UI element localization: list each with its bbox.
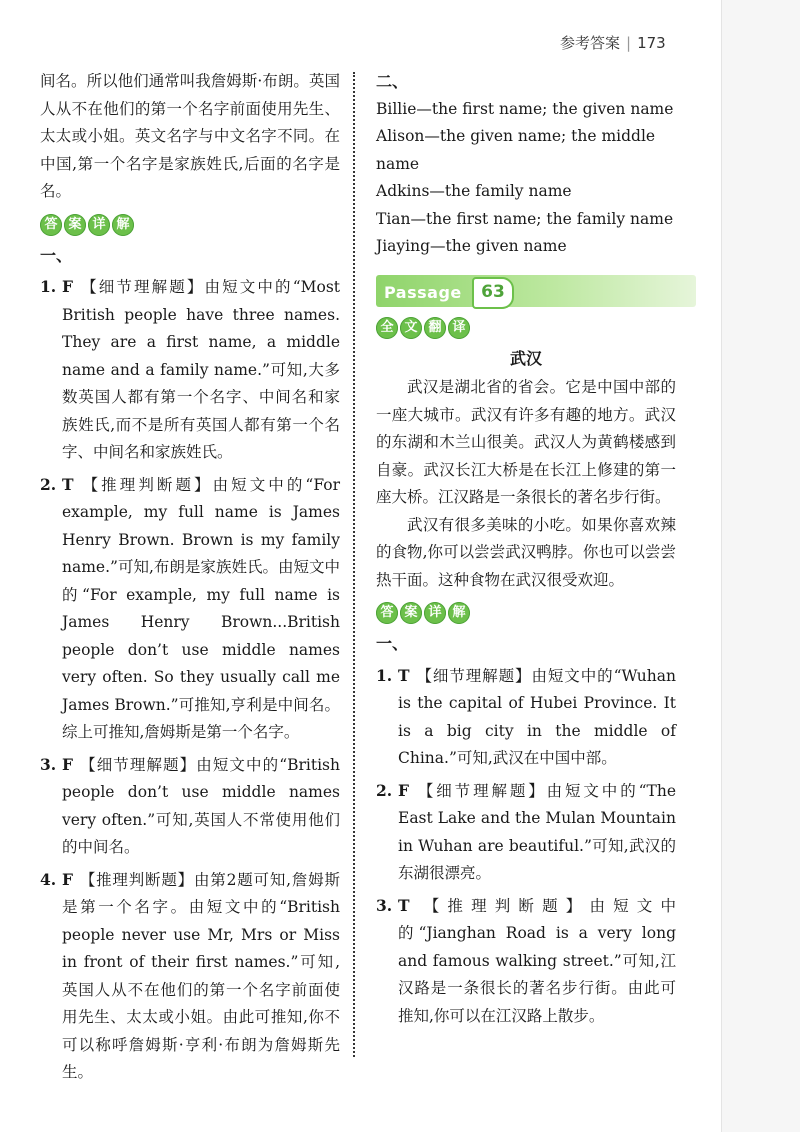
badge-char: 解 [448,602,470,624]
answer-item [40,273,340,467]
section-label: 一、 [376,634,409,653]
column-divider [353,72,355,1057]
item-text: 【推理判断题】由第2题可知,詹姆斯是第一个名字。由短文中的“British people never use Mr, Mrs or Miss in front of their first names.”可知,英国人从不在他们的第一个名字前面使用先生、太太或小姐。由此可推知,你不可以称呼詹姆斯·亨利·布朗为詹姆斯先生。 [62,870,340,1081]
item-answer: F [62,277,74,296]
intro-paragraph: 间名。所以他们通常叫我詹姆斯·布朗。英国人从不在他们的第一个名字前面使用先生、太太或小姐。英文名字与中文名字不同。在中国,第一个名字是家族姓氏,后面的名字是名。 [40,72,340,200]
item-answer: T [62,474,74,494]
item-number: 3. [40,754,57,774]
item-number: 1. [376,665,393,685]
section-label: 二、 [376,72,409,91]
item-number: 3. [376,895,393,915]
badge-char: 详 [88,214,110,236]
passage-number: 63 [472,277,514,309]
answer-item [40,866,340,1087]
name-line: Billie—the first name; the given name [376,99,674,118]
item-text: 【细节理解题】由短文中的“The East Lake and the Mulan Mountain in Wuhan are beautiful.”可知,武汉的东湖很漂亮。 [398,781,676,882]
passage-title: 武汉 [509,348,542,368]
page-number: 173 [637,34,666,52]
section-label: 一、 [40,245,73,265]
answer-explanation-badge [376,602,676,624]
item-text: 【细节理解题】由短文中的“British people don’t use middle names very often.”可知,英国人不常使用他们的中间名。 [62,755,340,856]
badge-char: 答 [376,602,398,624]
answer-item [40,471,340,747]
name-line: Alison—the given name; the middle name [376,127,656,173]
item-answer: F [62,754,74,774]
name-line: Tian—the first name; the family name [376,209,674,228]
answer-item [376,777,676,888]
name-line: Adkins—the family name [376,182,572,200]
right-column [376,68,676,1030]
item-number: 2. [376,780,393,800]
item-text: 【推理判断题】由短文中的“For example, my full name is James Henry Brown. Brown is my family name.”可知,布朗是家族姓氏。由短文中的“For example, my full name is James Henry Brown...British people don’t use middle names very often. So they usually call me James Brown.”可推知,亨利是中间名。综上可推知,詹姆斯是第一个名字。 [62,475,340,741]
item-text: 【推理判断题】由短文中的“Jianghan Road is a very long and famous walking street.”可知,江汉路是一条很长的著名步行街。由此可推知,你可以在江汉路上散步。 [398,896,676,1025]
translation-paragraph: 武汉是湖北省的省会。它是中国中部的一座大城市。武汉有许多有趣的地方。武汉的东湖和木兰山很美。武汉人为黄鹤楼感到自豪。武汉长江大桥是在长江上修建的第一座大桥。江汉路是一条很长的著名步行街。 [376,378,676,506]
badge-char: 详 [424,602,446,624]
badge-char: 全 [376,317,398,339]
answer-item [40,751,340,862]
translation-paragraph: 武汉有很多美味的小吃。如果你喜欢辣的食物,你可以尝尝武汉鸭脖。你也可以尝尝热干面。这种食物在武汉很受欢迎。 [376,515,676,589]
item-number: 2. [40,474,57,494]
page-edge [721,0,800,1132]
name-line: Jiaying—the given name [376,237,567,255]
item-number: 4. [40,869,57,889]
item-answer: T [398,895,410,915]
item-text: 【细节理解题】由短文中的“Wuhan is the capital of Hubei Province. It is a big city in the middle of China.”可知,武汉在中国中部。 [398,666,676,767]
item-number: 1. [40,277,57,296]
item-text: 【细节理解题】由短文中的“Most British people have three names. They are a first name, a middle name and a family name.”可知,大多数英国人都有第一个名字、中间名和家族姓氏,而不是所有英国人都有第一个名字、中间名和家族姓氏。 [62,278,340,461]
badge-char: 文 [400,317,422,339]
full-translation-badge [376,317,676,339]
header-separator: | [626,34,632,52]
badge-char: 翻 [424,317,446,339]
header-section: 参考答案 [560,34,621,52]
passage-label: Passage [384,282,462,302]
item-answer: F [62,869,74,889]
answer-item [376,662,676,773]
badge-char: 答 [40,214,62,236]
answer-explanation-badge [40,214,340,236]
page-header [560,32,666,53]
answer-item [376,892,676,1031]
badge-char: 解 [112,214,134,236]
item-answer: T [398,665,410,685]
badge-char: 案 [400,602,422,624]
badge-char: 案 [64,214,86,236]
left-column [40,68,340,1087]
badge-char: 译 [448,317,470,339]
passage-banner [376,275,696,307]
item-answer: F [398,780,410,800]
